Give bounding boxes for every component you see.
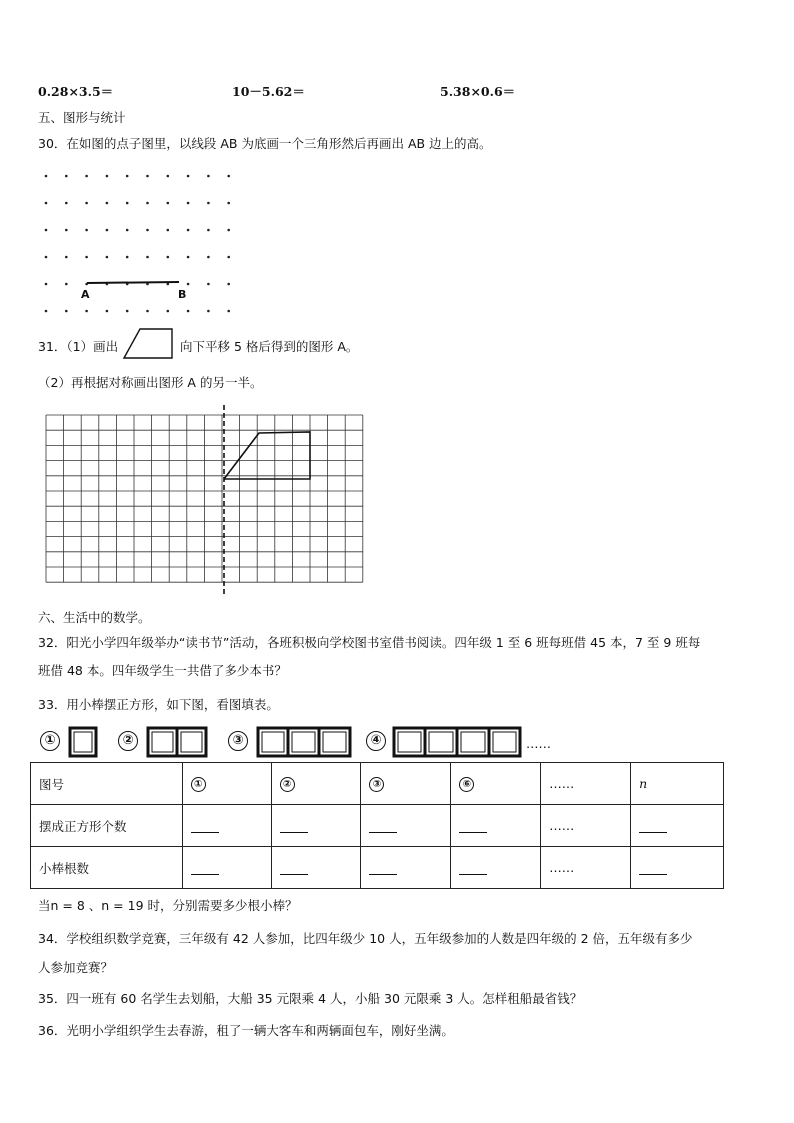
matchstick-table bbox=[30, 762, 724, 889]
header-cell: ② bbox=[280, 777, 295, 792]
grid-dot bbox=[65, 256, 68, 259]
grid-dot bbox=[45, 175, 48, 178]
answer-blank[interactable] bbox=[639, 822, 667, 833]
grid-dot bbox=[187, 310, 190, 313]
header-cell: 图号 bbox=[31, 763, 183, 805]
grid-dot bbox=[167, 175, 170, 178]
figure-2-matchsticks bbox=[146, 726, 208, 760]
section-5-title: 五、图形与统计 bbox=[38, 110, 126, 125]
grid-dot bbox=[45, 202, 48, 205]
trapezoid-icon bbox=[124, 328, 174, 360]
grid-dot bbox=[85, 229, 88, 232]
grid-dot bbox=[85, 256, 88, 259]
calc-expression-1: 0.28×3.5＝ bbox=[38, 84, 114, 99]
header-cell: ③ bbox=[369, 777, 384, 792]
grid-dot bbox=[146, 310, 149, 313]
figure-label-1: ① bbox=[40, 731, 60, 751]
grid-dot bbox=[126, 229, 129, 232]
grid-dot bbox=[167, 202, 170, 205]
grid-dot bbox=[106, 310, 109, 313]
grid-dot bbox=[106, 175, 109, 178]
answer-blank[interactable] bbox=[639, 864, 667, 875]
grid-dot bbox=[207, 283, 210, 286]
grid-dot bbox=[106, 229, 109, 232]
question-34-line-1: 34．学校组织数学竞赛，三年级有 42 人参加，比四年级少 10 人，五年级参加的人数是四年级的 2 倍，五年级有多少 bbox=[38, 931, 693, 946]
grid-dot bbox=[126, 175, 129, 178]
grid-dot bbox=[126, 310, 129, 313]
grid-dot bbox=[106, 202, 109, 205]
grid-dot bbox=[187, 202, 190, 205]
question-34-line-2: 人参加竞赛？ bbox=[38, 960, 114, 975]
grid-dot bbox=[146, 229, 149, 232]
grid-dot bbox=[227, 283, 230, 286]
grid-dot bbox=[207, 229, 210, 232]
grid-dot bbox=[45, 283, 48, 286]
grid-dot bbox=[85, 175, 88, 178]
figure-label-2: ② bbox=[118, 731, 138, 751]
grid-dot bbox=[65, 175, 68, 178]
figure-1-matchsticks bbox=[68, 726, 98, 760]
answer-blank[interactable] bbox=[191, 822, 219, 833]
calc-expression-2: 10－5.62＝ bbox=[232, 84, 305, 99]
grid-dot bbox=[167, 310, 170, 313]
row-ellipsis: …… bbox=[541, 805, 631, 847]
question-35-text: 35．四一班有 60 名学生去划船，大船 35 元限乘 4 人，小船 30 元限乘 3 人。怎样租船最省钱？ bbox=[38, 991, 583, 1006]
question-31-part1-prefix: 31．（1）画出 bbox=[38, 339, 119, 354]
grid-dot bbox=[227, 202, 230, 205]
answer-blank[interactable] bbox=[459, 864, 487, 875]
answer-blank[interactable] bbox=[280, 864, 308, 875]
grid-dot bbox=[45, 310, 48, 313]
grid-dot bbox=[187, 175, 190, 178]
grid-dot bbox=[65, 202, 68, 205]
grid-dot bbox=[187, 229, 190, 232]
question-30-text: 30．在如图的点子图里，以线段 AB 为底画一个三角形然后再画出 AB 边上的高。 bbox=[38, 136, 492, 151]
header-cell: …… bbox=[541, 763, 631, 805]
figure-label-4: ④ bbox=[366, 731, 386, 751]
grid-dot bbox=[227, 310, 230, 313]
grid-dot bbox=[187, 283, 190, 286]
figure-4-matchsticks bbox=[392, 726, 522, 760]
header-cell: n bbox=[631, 763, 724, 805]
square-grid bbox=[46, 415, 363, 582]
row-label: 摆成正方形个数 bbox=[31, 805, 183, 847]
grid-dot bbox=[207, 175, 210, 178]
grid-dot bbox=[227, 175, 230, 178]
header-cell: ⑥ bbox=[459, 777, 474, 792]
question-32-line-2: 班借 48 本。四年级学生一共借了多少本书？ bbox=[38, 663, 287, 678]
table-row-header bbox=[31, 763, 724, 805]
grid-dot bbox=[146, 202, 149, 205]
table-row bbox=[31, 805, 724, 847]
grid-dot bbox=[146, 256, 149, 259]
grid-dot bbox=[207, 256, 210, 259]
grid-dot bbox=[85, 310, 88, 313]
grid-dot bbox=[227, 229, 230, 232]
question-31-part2: （2）再根据对称画出图形 A 的另一半。 bbox=[38, 375, 263, 390]
grid-dot bbox=[187, 256, 190, 259]
question-31-part1-suffix: 向下平移 5 格后得到的图形 A。 bbox=[180, 339, 359, 354]
grid-dot bbox=[167, 256, 170, 259]
figure-label-3: ③ bbox=[228, 731, 248, 751]
grid-dot bbox=[207, 310, 210, 313]
answer-blank[interactable] bbox=[369, 822, 397, 833]
grid-dot bbox=[227, 256, 230, 259]
half-figure-a bbox=[224, 432, 310, 479]
grid-dot bbox=[106, 256, 109, 259]
grid-dot bbox=[146, 175, 149, 178]
figure-3-matchsticks bbox=[256, 726, 352, 760]
answer-blank[interactable] bbox=[191, 864, 219, 875]
grid-dot bbox=[45, 256, 48, 259]
row-label: 小棒根数 bbox=[31, 847, 183, 889]
dot-grid-figure bbox=[40, 170, 240, 320]
answer-blank[interactable] bbox=[280, 822, 308, 833]
grid-dot bbox=[167, 229, 170, 232]
section-6-title: 六、生活中的数学。 bbox=[38, 610, 151, 625]
table-row bbox=[31, 847, 724, 889]
grid-dot bbox=[126, 256, 129, 259]
label-a: A bbox=[81, 288, 90, 301]
segment-ab bbox=[87, 282, 179, 283]
grid-dot bbox=[65, 283, 68, 286]
question-36-text: 36．光明小学组织学生去春游，租了一辆大客车和两辆面包车，刚好坐满。 bbox=[38, 1023, 454, 1038]
header-cell: ① bbox=[191, 777, 206, 792]
grid-dot bbox=[65, 229, 68, 232]
grid-dot bbox=[65, 310, 68, 313]
grid-dot bbox=[207, 202, 210, 205]
grid-dot bbox=[126, 202, 129, 205]
answer-blank[interactable] bbox=[459, 822, 487, 833]
answer-blank[interactable] bbox=[369, 864, 397, 875]
square-grid-figure bbox=[40, 405, 370, 605]
question-32-line-1: 32．阳光小学四年级举办“读书节”活动，各班积极向学校图书室借书阅读。四年级 1 至 6 班每班借 45 本，7 至 9 班每 bbox=[38, 635, 701, 650]
dot-grid bbox=[45, 175, 230, 313]
calc-expression-3: 5.38×0.6＝ bbox=[440, 84, 516, 99]
row-ellipsis: …… bbox=[541, 847, 631, 889]
question-33-followup: 当n = 8 、n = 19 时，分别需要多少根小棒？ bbox=[38, 898, 298, 913]
label-b: B bbox=[178, 288, 187, 301]
grid-dot bbox=[45, 229, 48, 232]
figure-ellipsis: …… bbox=[526, 736, 551, 751]
grid-dot bbox=[85, 202, 88, 205]
question-33-text: 33．用小棒摆正方形，如下图，看图填表。 bbox=[38, 697, 279, 712]
